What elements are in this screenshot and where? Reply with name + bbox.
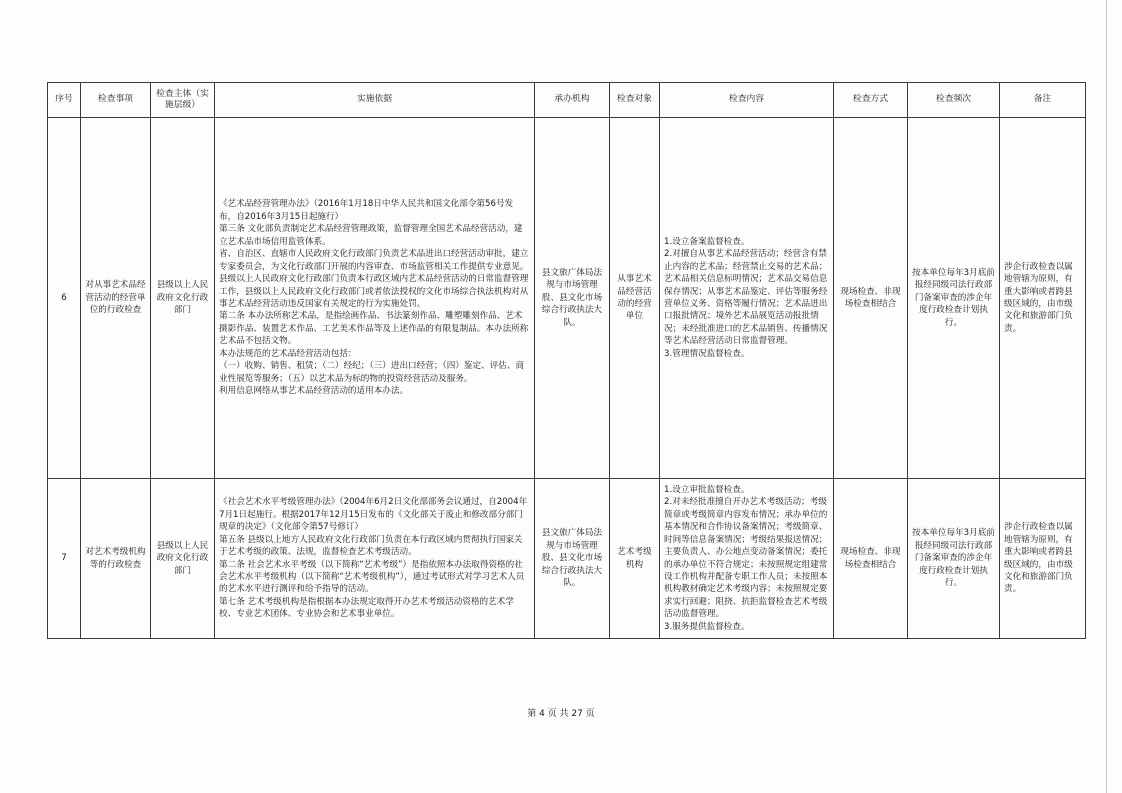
header-seq: 序号: [48, 83, 81, 118]
inspection-table: [47, 82, 1086, 639]
row-frequency: 按本单位每年3月底前报经同级司法行政部门备案审查的涉企年度行政检查计划执行。: [908, 479, 1000, 639]
basis-line: 第七条 艺术考级机构是指根据本办法规定取得开办艺术考级活动资格的艺术学校、专业艺术团体、专业协会和艺术事业单位。: [219, 596, 514, 620]
content-line: 3.管理情况监督检查。: [664, 348, 750, 359]
row-basis: [215, 479, 535, 639]
basis-line: 省、自治区、直辖市人民政府文化行政部门负责艺术品进出口经营活动审批，建立专家委员会，为文化行政部门开展的内容审查、市场监管相关工作提供专业意见。: [219, 249, 529, 272]
basis-line: 本办法规范的艺术品经营活动包括：: [219, 348, 357, 359]
content-line: 2.对擅自从事艺术品经营活动；经营含有禁止内容的艺术品；经营禁止交易的艺术品；艺术品相关信息标明情况；艺术品交易信息保存情况；从事艺术品鉴定、评估等服务经营单位义务、资格等履行情况；艺术品进出口报批情况；境外艺术品展览活动报批情况；未经批准进口的艺术品销售、传播情况等艺术品经营活动日常监督管理。: [664, 249, 828, 347]
row-target: 从事艺术品经营活动的经营单位: [610, 118, 660, 479]
content-line: 2.对未经批准擅自开办艺术考级活动；考级简章或考级简章内容发布情况；承办单位的基本情况和合作协议备案情况；考级简章、时间等信息备案情况；考级结果报送情况；主要负责人、办公地点变动备案情况；委托的承办单位不符合规定；未按照规定组建常设工作机构并配备专职工作人员；未按照本机构教材确定艺术考级内容；未按照规定要求实行回避；阻挠、抗拒监督检查艺术考级活动监督管理。: [664, 497, 828, 620]
header-note: 备注: [1000, 83, 1086, 118]
header-item: 检查事项: [81, 83, 151, 118]
basis-line: 《社会艺术水平考级管理办法》（2004年6月2日文化部部务会议通过，自2004年7月1日起施行。根据2017年12月15日发布的《文化部关于废止和修改部分部门规章的决定》（文化部令第57号修订）: [219, 497, 528, 533]
row-target: 艺术考级机构: [610, 479, 660, 639]
basis-line: 利用信息网络从事艺术品经营活动的适用本办法。: [219, 386, 409, 397]
row-org: 县文旅广体局法规与市场管理股、县文化市场综合行政执法大队。: [535, 479, 610, 639]
basis-line: 第二条 本办法所称艺术品，是指绘画作品、书法篆刻作品、雕塑雕刻作品、艺术摄影作品、装置艺术作品、工艺美术作品等及上述作品的有限复制品。本办法所称艺术品不包括文物。: [219, 311, 529, 347]
header-method: 检查方式: [834, 83, 908, 118]
row-method: 现场检查、非现场检查相结合: [834, 118, 908, 479]
header-content: 检查内容: [660, 83, 834, 118]
content-line: 1.设立备案监督检查。: [664, 236, 750, 247]
scan-edge: [1106, 0, 1107, 793]
basis-line: 《艺术品经营管理办法》（2016年1月18日中华人民共和国文化部令第56号发布，自2016年3月15日起施行）: [219, 199, 514, 222]
row-method: 现场检查、非现场检查相结合: [834, 479, 908, 639]
row-subject: 县级以上人民政府文化行政部门: [151, 479, 215, 639]
row-item: 对从事艺术品经营活动的经营单位的行政检查: [81, 118, 151, 479]
header-target: 检查对象: [610, 83, 660, 118]
row-note: 涉企行政检查以属地管辖为原则，有重大影响或者跨县级区域的，由市级文化和旅游部门负责。: [1000, 118, 1086, 479]
row-subject: 县级以上人民政府文化行政部门: [151, 118, 215, 479]
basis-line: 第二条 社会艺术水平考级（以下简称“艺术考级”）是指依照本办法取得资格的社会艺术水平考级机构（以下简称“艺术考级机构”），通过考试形式对学习艺术人员的艺术水平进行测评和给予指导的活动。: [219, 559, 525, 595]
content-line: 1.设立审批监督检查。: [664, 484, 750, 495]
row-note: 涉企行政检查以属地管辖为原则，有重大影响或者跨县级区域的，由市级文化和旅游部门负责。: [1000, 479, 1086, 639]
header-frequency: 检查频次: [908, 83, 1000, 118]
row-content: [660, 118, 834, 479]
row-seq: 7: [48, 479, 81, 639]
page-number: 第 4 页 共 27 页: [527, 709, 595, 719]
row-frequency: 按本单位每年3月底前报经同级司法行政部门备案审查的涉企年度行政检查计划执行。: [908, 118, 1000, 479]
table-header-row: [48, 83, 1086, 118]
basis-line: （一）收购、销售、租赁；（二）经纪；（三）进出口经营；（四）鉴定、评估、商业性展览等服务；（五）以艺术品为标的物的投资经营活动及服务。: [219, 361, 525, 384]
row-org: 县文旅广体局法规与市场管理股、县文化市场综合行政执法大队。: [535, 118, 610, 479]
table-row: [48, 479, 1086, 639]
header-subject: 检查主体（实施层级）: [151, 83, 215, 118]
basis-line: 第三条 文化部负责制定艺术品经营管理政策，监督管理全国艺术品经营活动，建立艺术品市场信用监管体系。: [219, 224, 523, 247]
basis-line: 第五条 县级以上地方人民政府文化行政部门负责在本行政区域内贯彻执行国家关于艺术考级的政策、法规，监督检查艺术考级活动。: [219, 534, 523, 558]
table-row: [48, 118, 1086, 479]
row-item: 对艺术考级机构等的行政检查: [81, 479, 151, 639]
row-seq: 6: [48, 118, 81, 479]
header-basis: 实施依据: [215, 83, 535, 118]
row-basis: [215, 118, 535, 479]
basis-line: 县级以上人民政府文化行政部门负责本行政区域内艺术品经营活动的日常监督管理工作，县级以上人民政府文化行政部门或者依法授权的文化市场综合执法机构对从事艺术品经营活动违反国家有关规定的行为实施处罚。: [219, 274, 529, 309]
header-org: 承办机构: [535, 83, 610, 118]
row-content: [660, 479, 834, 639]
content-line: 3.服务提供监督检查。: [664, 621, 750, 632]
